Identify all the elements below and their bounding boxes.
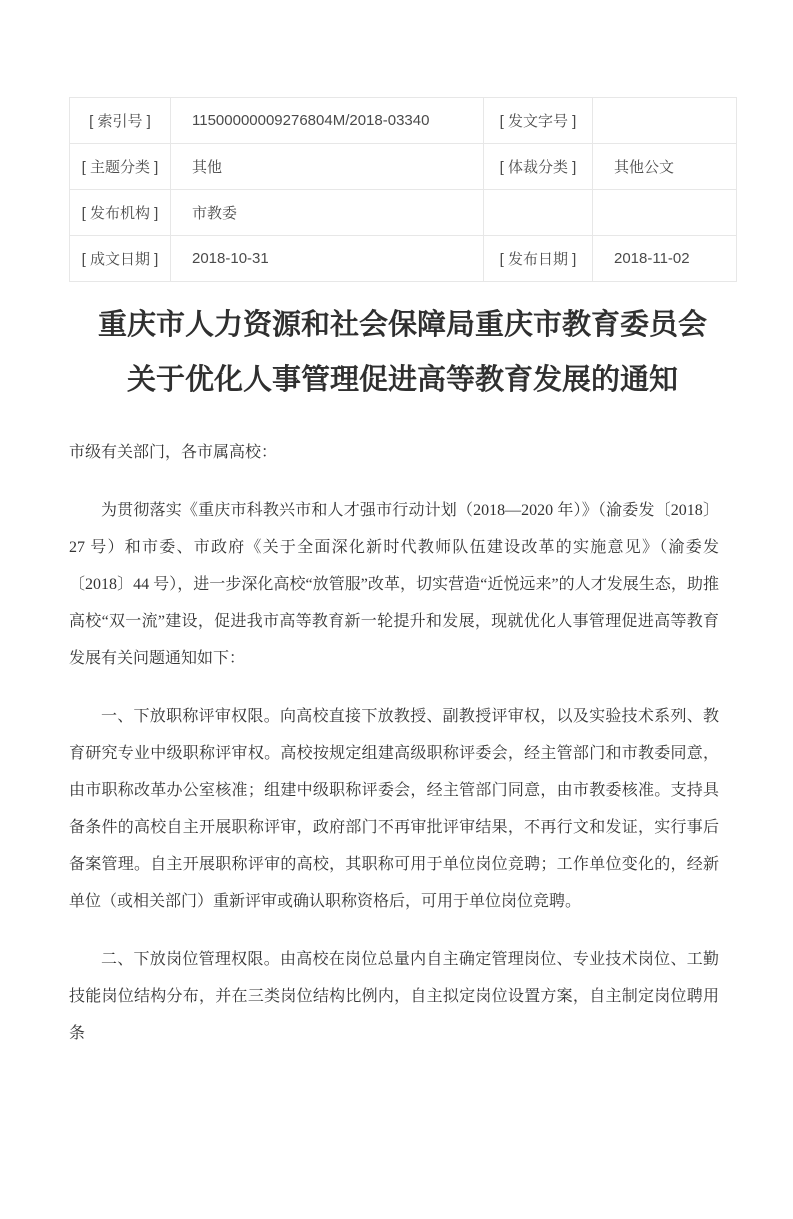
meta-value-doc-number: [593, 98, 737, 144]
meta-row-dates: [70, 236, 737, 282]
meta-value-publish-date: 2018-11-02: [593, 236, 737, 282]
meta-label-written-date: [ 成文日期 ]: [70, 236, 171, 282]
meta-label-empty: [484, 190, 593, 236]
meta-row-category: [70, 144, 737, 190]
document-page: [69, 97, 736, 1052]
meta-row-agency: [70, 190, 737, 236]
metadata-table: [69, 97, 737, 282]
meta-value-issuing-agency: 市教委: [171, 190, 484, 236]
meta-label-genre-category: [ 体裁分类 ]: [484, 144, 593, 190]
meta-label-doc-number: [ 发文字号 ]: [484, 98, 593, 144]
salutation-line: 市级有关部门，各市属高校：: [69, 444, 278, 461]
meta-label-index-number: [ 索引号 ]: [70, 98, 171, 144]
meta-value-subject-category: 其他: [171, 144, 484, 190]
document-title: [69, 298, 736, 408]
meta-value-written-date: 2018-10-31: [171, 236, 484, 282]
meta-row-index: [70, 98, 737, 144]
document-title-line2: 关于优化人事管理促进高等教育发展的通知: [126, 364, 678, 396]
meta-value-genre-category: 其他公文: [593, 144, 737, 190]
meta-value-empty: [593, 190, 737, 236]
paragraph-item-two: 二、下放岗位管理权限。由高校在岗位总量内自主确定管理岗位、专业技术岗位、工勤技能岗位结构分布，并在三类岗位结构比例内，自主拟定岗位设置方案，自主制定岗位聘用条: [69, 951, 719, 1042]
meta-label-publish-date: [ 发布日期 ]: [484, 236, 593, 282]
meta-label-subject-category: [ 主题分类 ]: [70, 144, 171, 190]
paragraph-preamble: 为贯彻落实《重庆市科教兴市和人才强市行动计划（2018—2020 年）》（渝委发〔2018〕27 号）和市委、市政府《关于全面深化新时代教师队伍建设改革的实施意见》（渝委发〔2018〕44 号），进一步深化高校“放管服”改革，切实营造“近悦远来”的人才发展生态，助推高校“双一流”建设，促进我市高等教育新一轮提升和发展，现就优化人事管理促进高等教育发展有关问题通知如下：: [69, 502, 719, 667]
document-title-line1: 重庆市人力资源和社会保障局重庆市教育委员会: [97, 309, 707, 341]
meta-label-issuing-agency: [ 发布机构 ]: [70, 190, 171, 236]
meta-value-index-number: 11500000009276804M/2018-03340: [171, 98, 484, 144]
paragraph-item-one: 一、下放职称评审权限。向高校直接下放教授、副教授评审权，以及实验技术系列、教育研究专业中级职称评审权。高校按规定组建高级职称评委会，经主管部门和市教委同意，由市职称改革办公室核准；组建中级职称评委会，经主管部门同意，由市教委核准。支持具备条件的高校自主开展职称评审，政府部门不再审批评审结果，不再行文和发证，实行事后备案管理。自主开展职称评审的高校，其职称可用于单位岗位竞聘；工作单位变化的，经新单位（或相关部门）重新评审或确认职称资格后，可用于单位岗位竞聘。: [69, 708, 719, 910]
document-body: [69, 434, 719, 1052]
